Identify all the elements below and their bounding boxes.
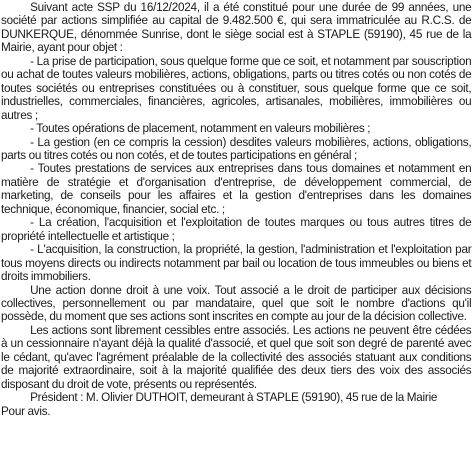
president-paragraph: Président : M. Olivier DUTHOIT, demeurant à STAPLE (59190), 45 rue de la Mairie	[30, 390, 438, 405]
object-item-gestion: - La gestion (en ce compris la cession) desdites valeurs mobilières, actions, obligations, parts ou titres cotés ou non cotés, et de toutes participations en général ;	[0, 134, 472, 162]
object-item-placement: - Toutes opérations de placement, notamment en valeurs mobilières ;	[30, 121, 371, 136]
object-item-marques: - La création, l'acquisition et l'exploitation de toutes marques ou tous autres titres de propriété intellectuelle et artistique ;	[0, 215, 472, 243]
notice-intro-paragraph: Suivant acte SSP du 16/12/2024, il a été constitué pour une durée de 99 années, une société par actions simplifiée au capital de 9.482.500 €, qui sera immatriculée au R.C.S. de DUNKERQUE, dénommée Sunrise, dont le siège social est à STAPLE (59190), 45 rue de la Mairie, ayant pour objet :	[0, 0, 472, 55]
voting-rights-paragraph: Une action donne droit à une voix. Tout associé a le droit de participer aux décisions collectives, personnellement ou par mandataire, quel que soit le nombre d'actions qu'il possède, du moment que ses actions sont inscrites en compte au jour de la décision collective.	[0, 282, 472, 324]
object-item-prestations: - Toutes prestations de services aux entreprises dans tous domaines et notamment en matière de stratégie et d'organisation d'entreprise, de développement commercial, de marketing, de conseils pour les affaires et la gestion d'entreprises dans les domaines technique, économique, financier, social etc. ;	[0, 161, 472, 216]
object-item-participation: - La prise de participation, sous quelque forme que ce soit, et notamment par souscription ou achat de toutes valeurs mobilières, actions, obligations, parts ou titres cotés ou non cotés de toutes sociétés ou entreprises constituées ou à constituer, sous quelque forme que ce soit, industrielles, commerciales, financières, agricoles, artisanales, mobilières, immobilières ou autres ;	[0, 53, 472, 122]
share-transfer-paragraph: Les actions sont librement cessibles entre associés. Les actions ne peuvent être cédées à un cessionnaire n'ayant déjà la qualité d'associé, et quel que soit son degré de parenté avec le cédant, qu'avec l'agrément préalable de la collectivité des associés statuant aux conditions de majorité extraordinaire, soit à la majorité qualifiée des deux tiers des voix des associés disposant du droit de vote, présents ou représentés.	[0, 322, 472, 391]
pour-avis-signoff: Pour avis.	[0, 403, 51, 418]
object-item-immobilier: - L'acquisition, la construction, la propriété, la gestion, l'administration et l'exploitation par tous moyens directs ou indirects notamment par bail ou location de tous immeubles ou biens et droits immobiliers.	[0, 242, 472, 284]
